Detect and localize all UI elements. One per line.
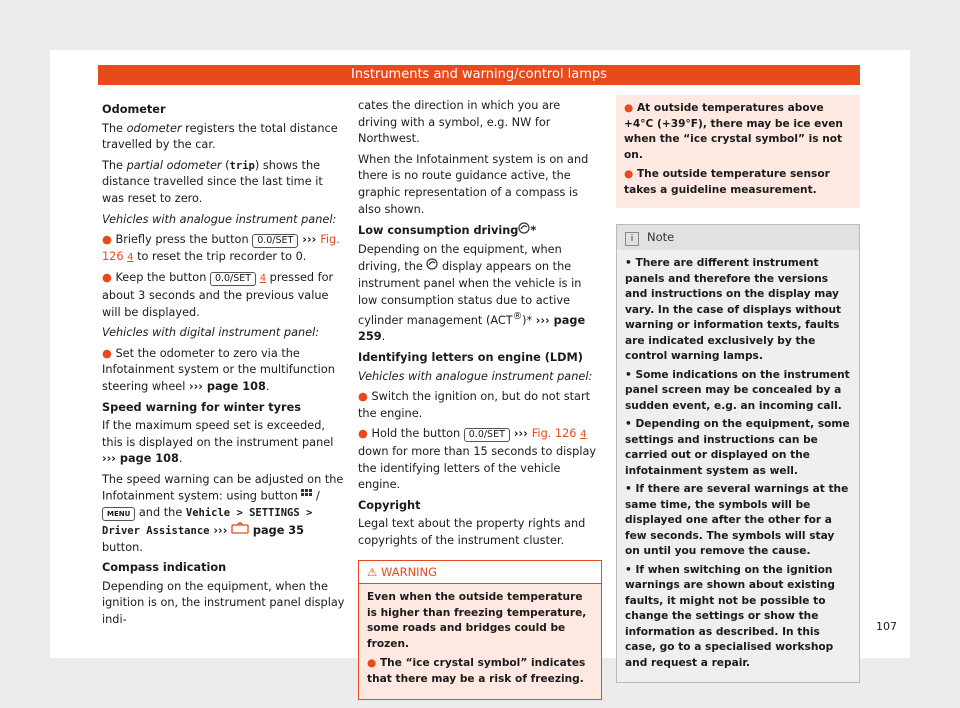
callout-number: 4 [127,251,134,263]
bullet-icon: ● [102,233,116,247]
text: . [381,330,386,344]
note-box [616,224,860,683]
copyright-paragraph: Legal text about the property rights and copyrights of the instrument cluster. [358,517,586,548]
text: Briefly press the button [115,233,253,247]
callout-number: 4 [580,429,587,441]
column-middle [358,98,602,700]
compass-paragraph-2: When the Infotainment system is on and there is no route guidance active, the graphic representation of a compass is also shown. [358,152,589,216]
text: and the [135,506,186,520]
low-consumption-paragraph [358,242,602,346]
ldm-heading: Identifying letters on engine (LDM) [358,351,583,365]
arrow-ref: ››› [209,523,232,537]
text: If there are several warnings at the same time, the symbols will be displayed one after the other for a few seconds. The symbols will stay on until you remove the cause. [625,483,849,557]
warning-header [359,561,601,585]
text-italic: odometer [126,121,182,135]
text: Depending on the equipment, some settings and instructions can be carried out or displayed on the infotainment system as well. [625,418,850,477]
warning-bullet [367,656,593,687]
text: Hold the button [371,427,464,441]
eco-icon [426,258,438,276]
note-header [617,225,859,250]
page-link[interactable]: page 35 [252,523,305,537]
digital-label: Vehicles with digital instrument panel: [102,326,320,340]
infotainment-icon [231,522,249,540]
set-button-key: 0.0/SET [464,428,510,442]
speed-warning-heading: Speed warning for winter tyres [102,400,301,414]
warning-paragraph: Even when the outside temperature is higher than freezing temperature, some roads and bridges could be frozen. [367,591,587,650]
text: There are different instrument panels and therefore the versions and instructions on the display may vary. In the case of displays without warning or information texts, faults are indicated exclusively by the control warning lamps. [625,257,842,362]
text: Switch the ignition on, but do not start the engine. [358,390,591,420]
warning-title: WARNING [380,564,438,579]
bullet-digital [102,346,348,396]
bullet-keep-pressed [102,270,348,321]
ldm-label: Vehicles with analogue instrument panel: [358,369,593,383]
text: At outside temperatures above +4°C (+39°F), there may be ice even when the “ice crystal symbol” is not on. [624,102,843,161]
note-item: • If there are several warnings at the same time, the symbols will be displayed one after the other for a few seconds. The symbols will stay on until you remove the cause. [625,483,849,557]
text: The speed warning can be adjusted on the Infotainment system: using button [102,472,344,503]
note-title: Note [647,230,675,244]
text: registers the total distance travelled by the car. [102,121,338,152]
ldm-bullet-1 [358,389,602,422]
text: The outside temperature sensor takes a guideline measurement. [624,168,830,196]
page-link[interactable]: ››› page 108 [102,452,179,466]
manual-page [50,50,910,685]
text: / [312,489,320,503]
page-header: Instruments and warning/control lamps [98,65,860,85]
compass-paragraph: Depending on the equipment, when the ignition is on, the instrument panel display indi- [102,579,345,626]
bullet-icon: ● [624,168,637,180]
copyright-heading: Copyright [358,498,421,512]
text: display appears on the instrument panel when the vehicle is in low consumption status due to active cylinder management (ACT [358,260,582,327]
low-consumption-heading [358,222,602,240]
menu-path: Vehicle > SETTINGS > Driver Assistance [102,507,313,537]
text: Low consumption driving [358,223,519,237]
text: button. [102,540,143,554]
odometer-heading: Odometer [102,103,166,116]
compass-heading: Compass indication [102,561,227,575]
ldm-bullet-2 [358,426,602,493]
grid-menu-icon [301,488,312,505]
text: . [178,452,183,466]
text: The “ice crystal symbol” indicates that there may be a risk of freezing. [367,657,586,685]
speed-paragraph-2 [102,472,348,556]
trip-code: trip [229,159,255,172]
bullet-reset [102,232,348,266]
registered-mark: ® [512,311,523,323]
page-link[interactable]: ››› page 259 [358,313,586,344]
bullet-icon: ● [367,657,380,670]
text: pressed for about 3 seconds and the previous value will be displayed. [102,271,334,319]
menu-button-key: MENU [102,507,135,521]
text: If when switching on the ignition warnings are shown about existing faults, it might not be possible to change the settings or show the information as described. In this case, go to a specialised workshop and request a repair. [625,563,835,669]
note-body [617,250,859,682]
note-item: • Some indications on the instrument panel screen may be concealed by a sudden event, e.g. an incoming call. [625,368,850,412]
text-italic: partial odometer [126,158,222,172]
info-icon: i [625,232,639,246]
note-item: • There are different instrument panels and therefore the versions and instructions on the display may vary. In the case of displays without warning or information texts, faults are indicated exclusively by the control warning lamps. [625,257,842,362]
warning-bullet [624,167,852,198]
text: )* [522,313,536,327]
figure-link[interactable]: Fig. 126 [531,427,577,441]
warning-body [359,584,601,699]
set-button-key: 0.0/SET [210,272,256,286]
warning-bullet [624,101,852,163]
text: ( [221,158,230,172]
page-number: 107 [876,620,897,633]
eco-icon [518,222,530,240]
figure-link[interactable]: Fig. 126 [102,233,340,263]
odometer-paragraph [102,121,348,154]
set-button-key: 0.0/SET [252,234,298,248]
text: . [265,379,270,393]
text: Some indications on the instrument panel screen may be concealed by a sudden event, e.g. an incoming call. [625,368,850,412]
text: The [102,121,127,135]
text: * [530,223,537,237]
speed-paragraph-1 [102,418,348,468]
bullet-icon: ● [358,390,372,404]
warning-box [358,560,602,701]
text: Depending on the equipment, when driving, the [358,242,562,274]
text: down for more than 15 seconds to display the identifying letters of the vehicle engine. [358,445,597,492]
note-item: • Depending on the equipment, some settings and instructions can be carried out or displayed on the infotainment system as well. [625,418,850,477]
compass-paragraph-cont: cates the direction in which you are driving with a symbol, e.g. NW for Northwest. [358,99,561,146]
bullet-icon: ● [358,427,372,441]
column-left [102,98,348,633]
text: If the maximum speed set is exceeded, this is displayed on the instrument panel [102,419,334,449]
column-right [616,98,860,683]
bullet-icon: ● [624,102,637,114]
analogue-label: Vehicles with analogue instrument panel: [102,212,337,226]
text: ) shows the distance travelled since the last time it was reset to zero. [102,158,323,205]
bullet-icon: ● [102,271,116,285]
text: Set the odometer to zero via the Infotainment system or the multifunction steering wheel [102,346,335,393]
arrow-ref: ››› [298,233,321,247]
arrow-ref: ››› [509,427,532,441]
text: to reset the trip recorder to 0. [133,249,307,263]
warning-continuation [616,95,860,208]
text: Keep the button [115,271,210,285]
partial-odometer-paragraph [102,158,348,208]
page-link[interactable]: ››› page 108 [188,379,266,393]
warning-triangle-icon: ⚠ [367,564,381,579]
text: The [102,158,127,172]
callout-number: 4 [259,273,267,285]
note-item: • If when switching on the ignition warnings are shown about existing faults, it might not be possible to change the settings or show the information as described. In this case, go to a specialised workshop and request a repair. [625,563,835,669]
bullet-icon: ● [102,346,116,360]
